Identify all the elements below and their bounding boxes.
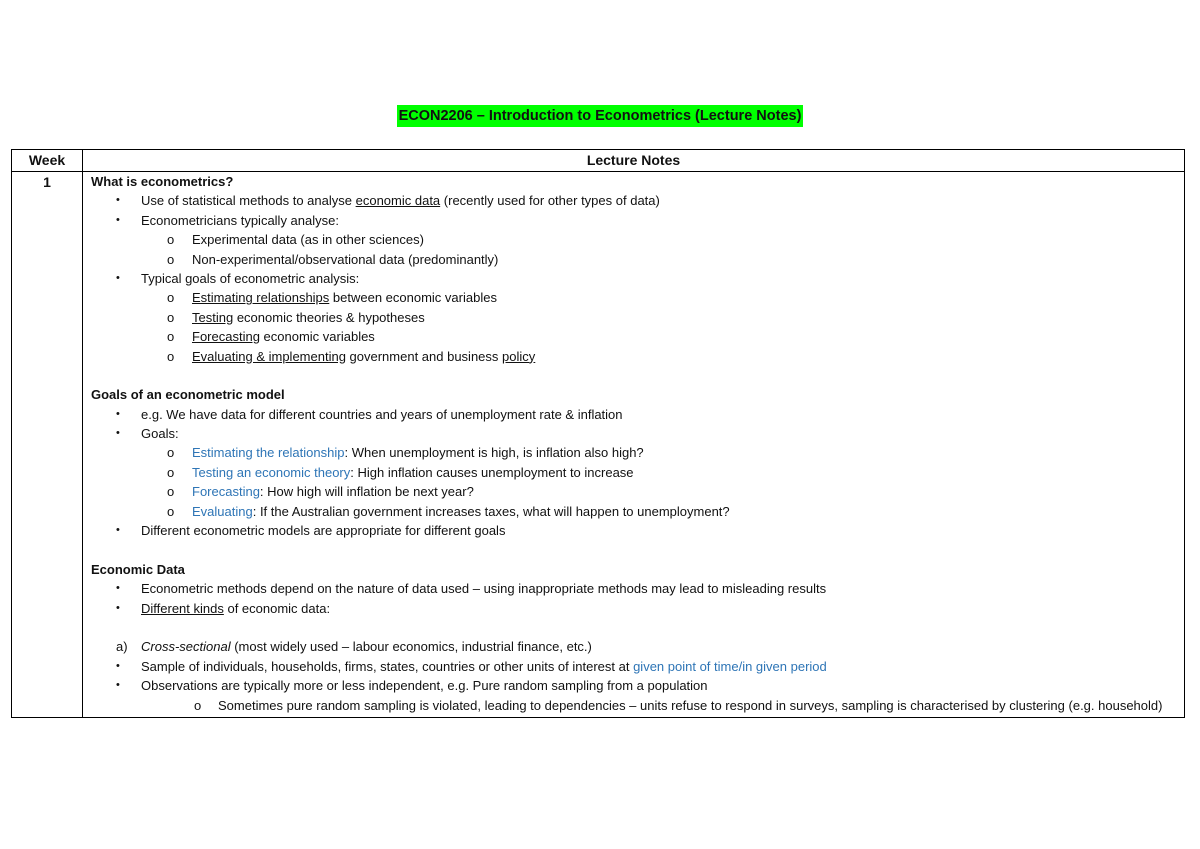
- sub-bullet-icon: o: [167, 251, 175, 267]
- sub-bullet-icon: o: [194, 697, 202, 713]
- list-item: [91, 269, 1180, 288]
- sub-bullet-icon: o: [167, 348, 175, 364]
- lettered-item: [91, 637, 1180, 656]
- sub-list-item: [91, 502, 1180, 521]
- sub-list-item: [91, 347, 1180, 366]
- text: e.g. We have data for different countries and years of unemployment rate & inflation: [141, 406, 623, 422]
- bullet-icon: •: [116, 407, 120, 420]
- bullet-icon: •: [116, 194, 120, 207]
- italic-text: Cross-sectional: [141, 639, 231, 655]
- underlined-text: Testing: [192, 309, 234, 325]
- text: between economic variables: [329, 290, 497, 306]
- sub-list-item: [91, 463, 1180, 482]
- text: government and business: [345, 348, 503, 364]
- list-item: [91, 521, 1180, 540]
- sub-list-item: [91, 308, 1180, 327]
- week-cell: [12, 172, 83, 718]
- list-item: [91, 211, 1180, 230]
- bullet-icon: •: [116, 582, 120, 595]
- list-item: [91, 657, 1180, 676]
- section-heading-goals: Goals of an econometric model: [91, 387, 285, 403]
- lecture-notes-table: [11, 149, 1185, 718]
- list-item: [91, 424, 1180, 443]
- text: Observations are typically more or less independent, e.g. Pure random sampling from a population: [141, 678, 708, 694]
- section-heading-what-is-econometrics: What is econometrics?: [91, 174, 234, 189]
- underlined-text: Different kinds: [141, 600, 224, 616]
- sub-list-item: [91, 230, 1180, 249]
- sub-bullet-icon: o: [167, 329, 175, 345]
- bullet-icon: •: [116, 271, 120, 284]
- list-item: [91, 579, 1180, 598]
- notes-column-header: Lecture Notes: [83, 150, 1185, 172]
- text: of economic data:: [223, 600, 331, 616]
- week-number: 1: [43, 174, 51, 190]
- sub-list-item: [91, 250, 1180, 269]
- text: Econometric methods depend on the nature of data used – using inappropriate methods may lead to misleading results: [141, 581, 827, 597]
- text: economic variables: [259, 329, 375, 345]
- bullet-icon: •: [116, 659, 120, 672]
- list-item: [91, 599, 1180, 618]
- table-row: [12, 172, 1185, 718]
- text: Different econometric models are appropriate for different goals: [141, 523, 506, 539]
- sub-list-item: [91, 482, 1180, 501]
- highlight-text: given point of time/in given period: [633, 658, 827, 674]
- week-column-header: Week: [12, 150, 83, 172]
- text: (recently used for other types of data): [440, 193, 660, 209]
- sub-bullet-icon: o: [167, 290, 175, 306]
- sub-list-item: [91, 327, 1180, 346]
- sub-list-item: [91, 288, 1180, 307]
- sub-bullet-icon: o: [167, 309, 175, 325]
- notes-content: [83, 172, 1184, 717]
- text: Use of statistical methods to analyse: [141, 193, 356, 209]
- list-item: [91, 191, 1180, 210]
- text: : High inflation causes unemployment to increase: [350, 464, 634, 480]
- spacer: [91, 618, 1180, 637]
- text: Sometimes pure random sampling is violated, leading to dependencies – units refuse to respond in surveys, sampling is characterised by clustering (e.g. household): [218, 697, 1163, 713]
- underlined-text: policy: [502, 348, 536, 364]
- list-item: [91, 405, 1180, 424]
- spacer: [91, 366, 1180, 385]
- underlined-text: Estimating relationships: [192, 290, 330, 306]
- list-label: a): [116, 639, 128, 655]
- text: Econometricians typically analyse:: [141, 212, 339, 228]
- bullet-icon: •: [116, 524, 120, 537]
- highlight-text: Estimating the relationship: [192, 445, 345, 461]
- bullet-icon: •: [116, 601, 120, 614]
- text: Typical goals of econometric analysis:: [141, 270, 360, 286]
- sub-list-item: [91, 696, 1180, 715]
- text: : When unemployment is high, is inflation also high?: [344, 445, 644, 461]
- text: Sample of individuals, households, firms, states, countries or other units of interest at: [141, 658, 634, 674]
- sub-list-item: [91, 443, 1180, 462]
- text: Non-experimental/observational data (predominantly): [192, 251, 499, 267]
- bullet-icon: •: [116, 427, 120, 440]
- highlight-text: Testing an economic theory: [192, 464, 351, 480]
- text: Goals:: [141, 426, 179, 442]
- notes-cell: [83, 172, 1185, 718]
- sub-bullet-icon: o: [167, 484, 175, 500]
- sub-bullet-icon: o: [167, 464, 175, 480]
- underlined-text: economic data: [355, 193, 441, 209]
- text: : If the Australian government increases taxes, what will happen to unemployment?: [252, 503, 730, 519]
- section-heading-economic-data: Economic Data: [91, 561, 185, 577]
- underlined-text: Evaluating & implementing: [192, 348, 346, 364]
- highlight-text: Forecasting: [192, 484, 260, 500]
- list-item: [91, 676, 1180, 695]
- sub-bullet-icon: o: [167, 445, 175, 461]
- sub-bullet-icon: o: [167, 232, 175, 248]
- title-wrapper: [0, 105, 1200, 127]
- underlined-text: Forecasting: [192, 329, 260, 345]
- text: (most widely used – labour economics, industrial finance, etc.): [230, 639, 592, 655]
- text: Experimental data (as in other sciences): [192, 232, 424, 248]
- sub-bullet-icon: o: [167, 503, 175, 519]
- highlight-text: Evaluating: [192, 503, 253, 519]
- document-title: ECON2206 – Introduction to Econometrics (Lecture Notes): [397, 105, 804, 127]
- spacer: [91, 540, 1180, 559]
- table-header-row: [12, 150, 1185, 172]
- bullet-icon: •: [116, 679, 120, 692]
- bullet-icon: •: [116, 213, 120, 226]
- text: : How high will inflation be next year?: [259, 484, 474, 500]
- text: economic theories & hypotheses: [233, 309, 425, 325]
